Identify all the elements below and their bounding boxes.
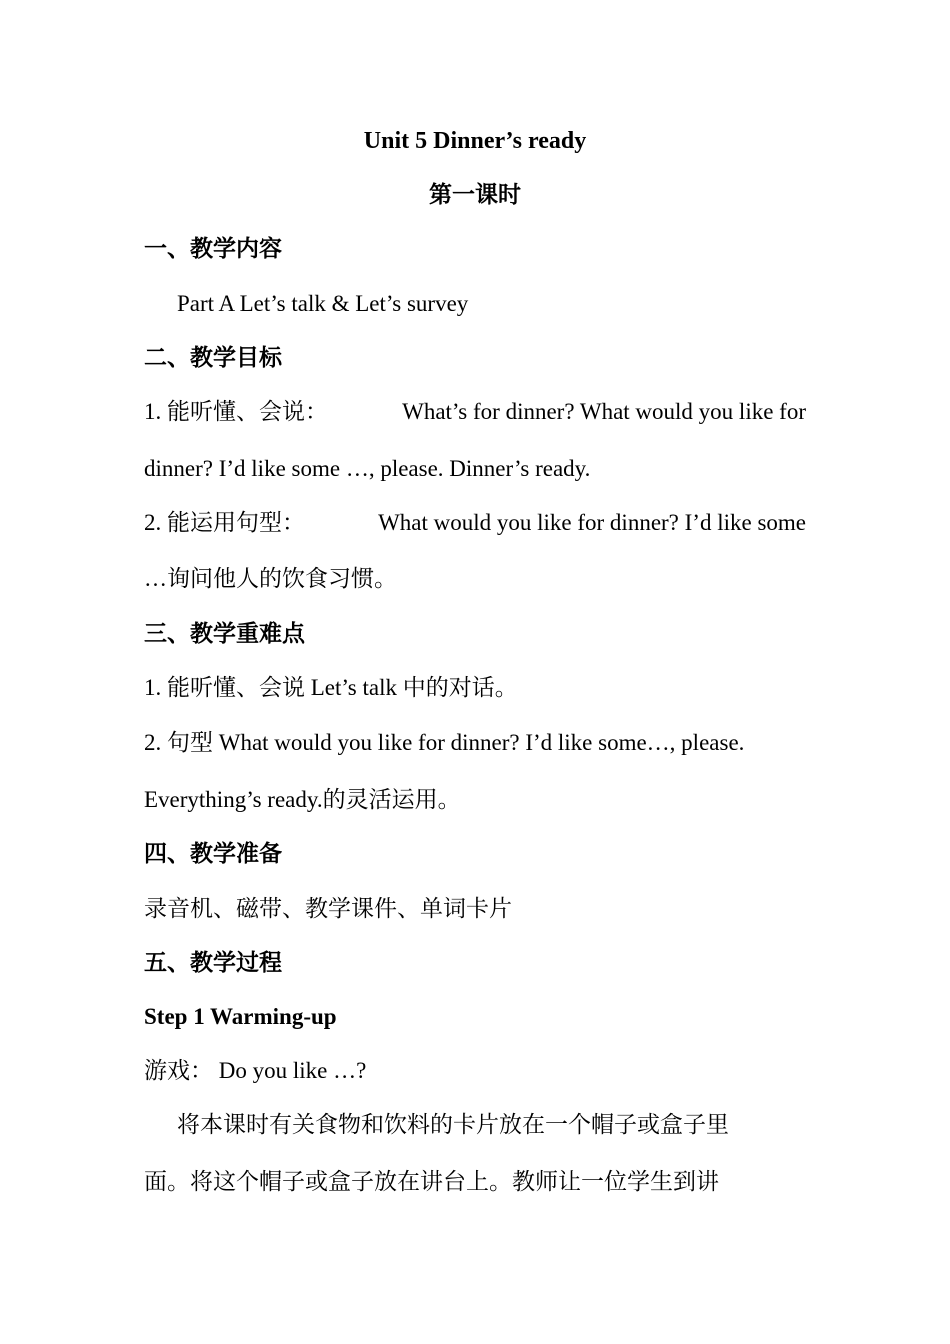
key-point-item-1-number: 1.	[144, 675, 167, 700]
section-heading-preparation: 四、教学准备	[144, 841, 282, 867]
objective-item-1-continuation: dinner? I’d like some …, please. Dinner’s ready.	[144, 456, 591, 481]
key-point-item-1-cn-b: 中的对话。	[402, 675, 518, 701]
game-line	[144, 1056, 806, 1086]
objective-item-1-en: What’s for dinner? What would you like for	[402, 399, 806, 424]
step-1-heading: Step 1 Warming-up	[144, 1004, 337, 1029]
game-description-line-1: 将本课时有关食物和饮料的卡片放在一个帽子或盒子里	[177, 1112, 729, 1138]
key-point-item-2	[144, 728, 806, 758]
objective-item-2-continuation	[144, 564, 806, 594]
section-heading-process: 五、教学过程	[144, 950, 282, 976]
key-point-item-2-en: What would you like for dinner? I’d like some…, please.	[213, 730, 745, 755]
objective-item-2-first-part	[144, 508, 305, 538]
objective-item-1-number: 1.	[144, 399, 167, 424]
section-content-text: Part A Let’s talk & Let’s survey	[177, 291, 469, 316]
document-title: Unit 5 Dinner’s ready	[363, 128, 587, 154]
key-point-item-2-continuation	[144, 785, 806, 815]
section-heading-objectives: 二、教学目标	[144, 345, 282, 371]
key-point-item-1-cn-a: 能听懂、会说	[167, 675, 305, 701]
key-point-item-2-en-tail: Everything’s ready.	[144, 787, 323, 812]
key-point-item-1-en: Let’s talk	[305, 675, 403, 700]
objective-item-1-cn: 能听懂、会说：	[167, 399, 328, 425]
objective-item-2-ellipsis: …	[144, 566, 167, 591]
key-point-item-2-number: 2.	[144, 730, 167, 755]
objective-item-2-en: What would you like for dinner? I’d like some	[378, 510, 806, 535]
section-heading-content: 一、教学内容	[144, 236, 282, 262]
game-description-line-2: 面。将这个帽子或盒子放在讲台上。教师让一位学生到讲	[144, 1169, 719, 1195]
objective-item-2-cn-tail: 询问他人的饮食习惯。	[167, 566, 397, 592]
game-label-cn: 游戏：	[144, 1058, 213, 1084]
objective-item-2-cn: 能运用句型：	[167, 510, 305, 536]
key-point-item-1	[144, 673, 806, 703]
section-heading-key-points: 三、教学重难点	[144, 621, 305, 647]
lesson-subtitle: 第一课时	[429, 182, 521, 208]
game-title-en: Do you like …?	[213, 1058, 367, 1083]
objective-item-2-number: 2.	[144, 510, 167, 535]
key-point-item-2-cn: 句型	[167, 730, 213, 756]
objective-item-2	[144, 508, 806, 538]
objective-item-1	[144, 397, 806, 427]
preparation-list: 录音机、磁带、教学课件、单词卡片	[144, 896, 512, 922]
objective-item-1-first-part	[144, 397, 328, 427]
key-point-item-2-cn-tail: 的灵活运用。	[322, 787, 461, 813]
